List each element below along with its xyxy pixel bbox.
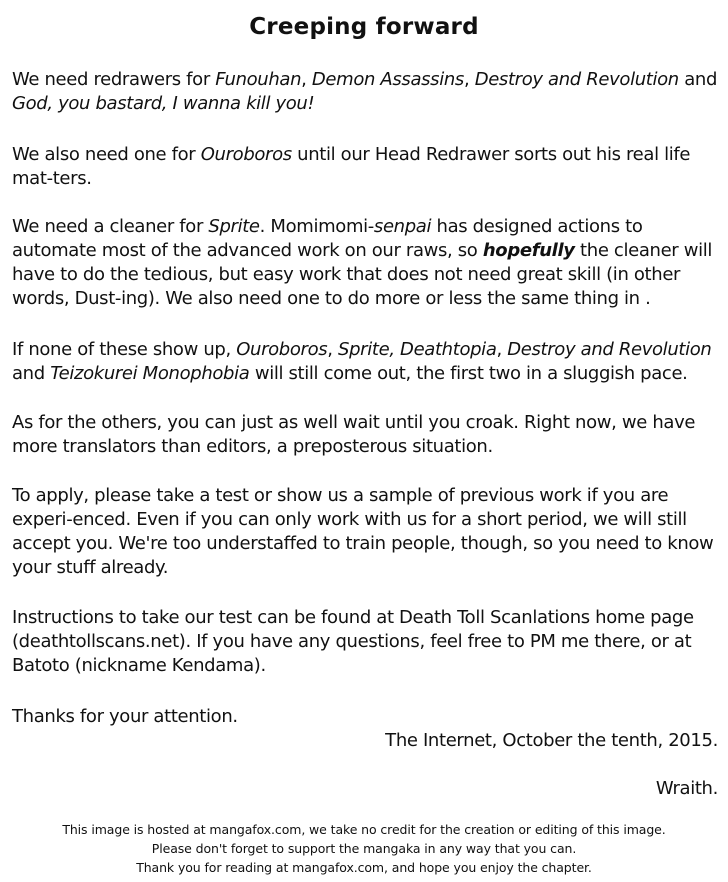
p1-text-c: , (463, 69, 475, 90)
p4-text-a: If none of these show up, (12, 339, 237, 360)
p4-text-c: , (496, 339, 508, 360)
title-ouroboros: Ouroboros (200, 144, 292, 165)
signature: Wraith. (655, 778, 718, 799)
p2-text-a: We also need one for (12, 144, 201, 165)
hosting-footer (0, 820, 728, 877)
p1-text-a: We need redrawers for (12, 69, 216, 90)
page-title: Creeping forward (249, 14, 479, 40)
p4-text-d: and (12, 363, 51, 384)
title-sprite: Sprite (208, 216, 260, 237)
p1-text-b: , (301, 69, 312, 90)
title-ouroboros-2: Ouroboros (236, 339, 328, 360)
footer-line-2: Please don't forget to support the mangaka in any way that you can. (151, 841, 577, 856)
title-destroy-and-revolution-2: Destroy and Revolution (507, 339, 712, 360)
title-demon-assassins: Demon Assassins (311, 69, 464, 90)
paragraph-redrawers (12, 68, 718, 116)
footer-line-3: Thank you for reading at mangafox.com, and hope you enjoy the chapter. (136, 860, 592, 875)
p4-text-b: , (327, 339, 339, 360)
p1-text-d: and (678, 69, 718, 90)
p3-text-a: We need a cleaner for (12, 216, 209, 237)
paragraph-instructions: Instructions to take our test can be found at Death Toll Scanlations home page (deathtollscans.net). If you have any questions, feel free to PM me there, or at Batoto (nickname Kendama). (12, 607, 694, 676)
p3-text-b: . Momimomi- (259, 216, 374, 237)
word-senpai: senpai (373, 216, 432, 237)
paragraph-cleaner (12, 215, 718, 311)
p4-text-e: will still come out, the first two in a sluggish pace. (249, 363, 688, 384)
p2-text-b: until our Head Redrawer sorts out his real life mat-ters. (12, 144, 691, 189)
word-hopefully: hopefully (482, 240, 575, 261)
title-god-you-bastard: God, you bastard, I wanna kill you! (12, 93, 315, 114)
dateline: The Internet, October the tenth, 2015. (385, 730, 718, 751)
title-sprite-deathtopia: Sprite, Deathtopia (338, 339, 497, 360)
title-teizokurei-monophobia: Teizokurei Monophobia (50, 363, 250, 384)
footer-line-1: This image is hosted at mangafox.com, we take no credit for the creation or editing of this image. (62, 822, 666, 837)
title-destroy-and-revolution: Destroy and Revolution (474, 69, 679, 90)
paragraph-release-plan (12, 338, 718, 386)
p3-text-c: has designed actions to automate most of the advanced work on our raws, so (12, 216, 643, 261)
title-funouhan: Funouhan (215, 69, 302, 90)
paragraph-ouroboros (12, 143, 718, 191)
thanks-line: Thanks for your attention. (12, 706, 238, 727)
paragraph-others: As for the others, you can just as well wait until you croak. Right now, we have more translators than editors, a preposterous situation. (12, 412, 696, 457)
p3-text-d: the cleaner will have to do the tedious, but easy work that does not need great skill (in other words, Dust-ing). We also need one to do more or less the same thing in . (12, 240, 713, 309)
paragraph-apply: To apply, please take a test or show us a sample of previous work if you are experi-enced. Even if you can only work with us for a short period, we will still accept you. We're too understaffed to train people, though, so you need to know your stuff already. (12, 485, 714, 578)
